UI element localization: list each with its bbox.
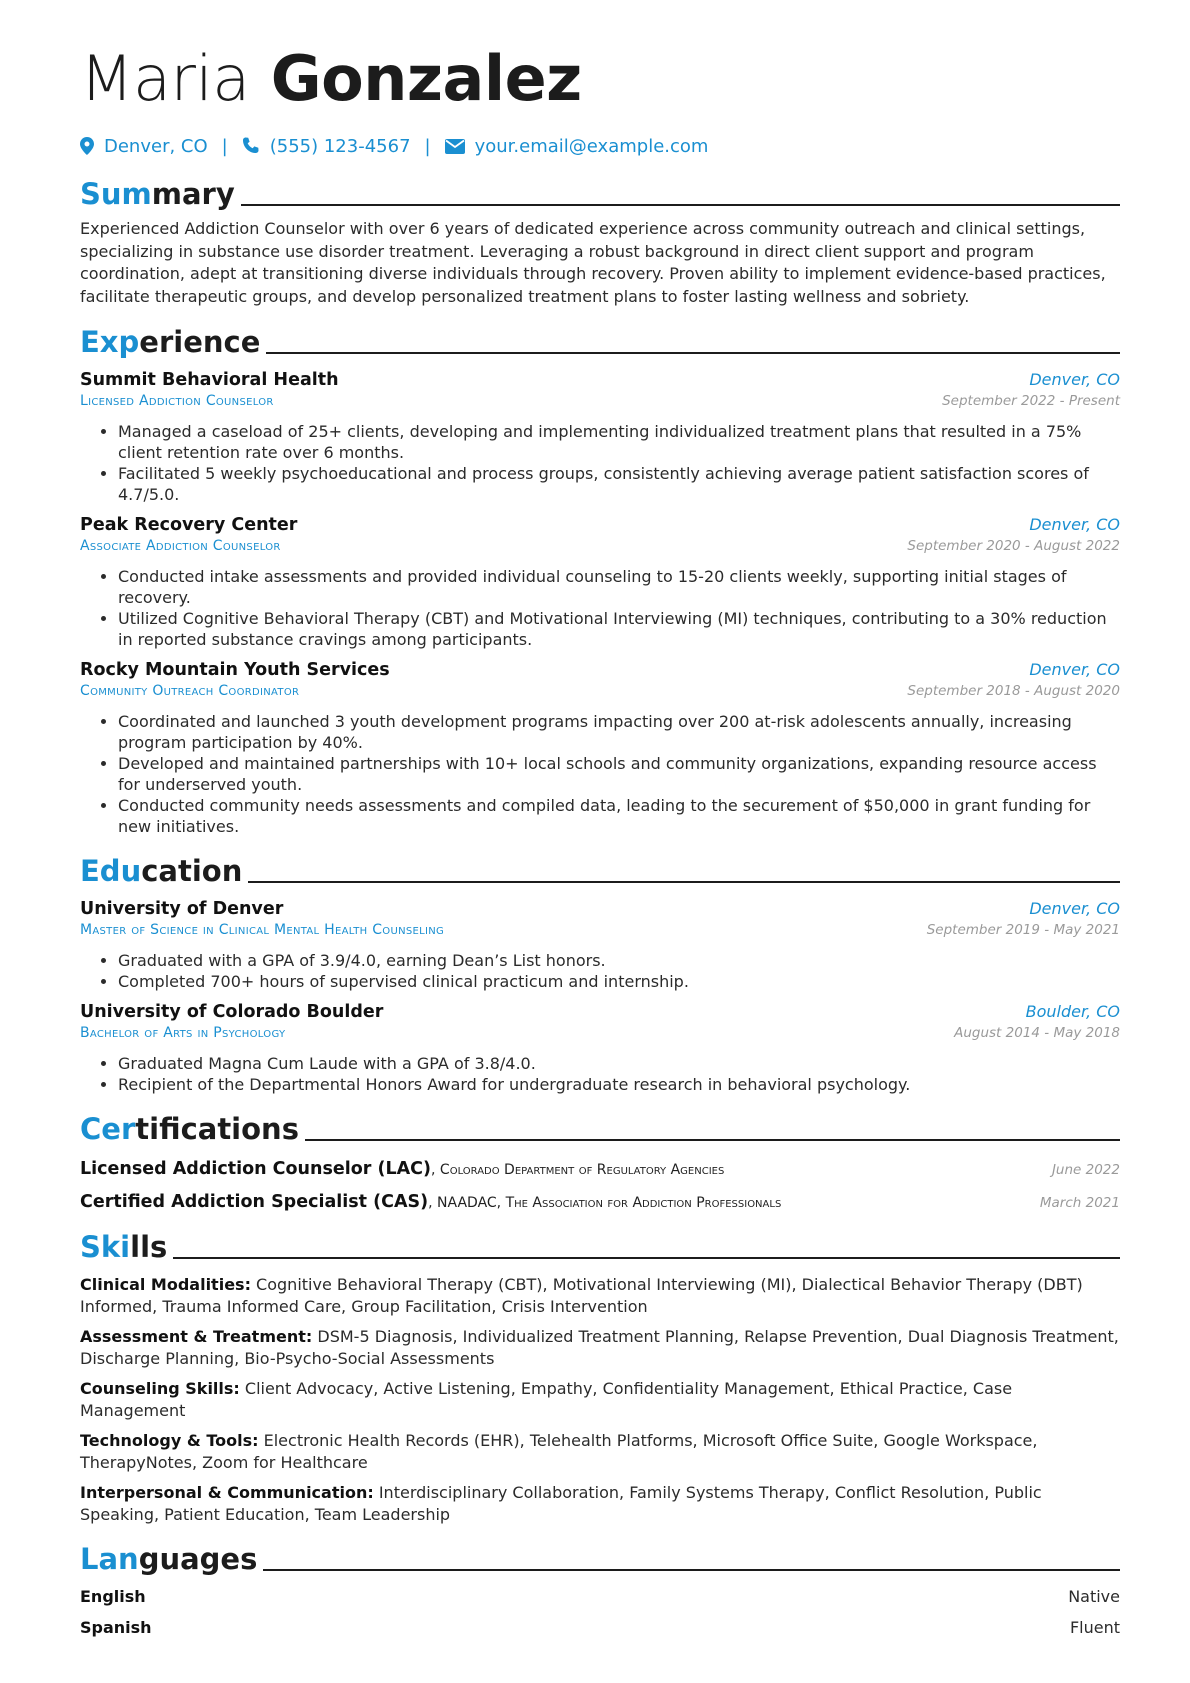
first-name: Maria [80,42,250,115]
certification-item [80,1188,1120,1217]
skill-label: Interpersonal & Communication: [80,1483,374,1502]
location-text: Denver, CO [104,135,208,157]
skill-list: DSM-5 Diagnosis, Individualized Treatment Planning, Relapse Prevention, Dual Diagnosis Treatment, Discharge Planning, Bio-Psycho-Social Assessments [80,1327,1119,1368]
education-heading: Education [80,849,1120,889]
experience-entry [80,658,1120,837]
entry-dates: September 2018 - August 2020 [907,683,1120,699]
section-rule [241,204,1120,206]
certification-date: June 2022 [1051,1162,1120,1178]
skill-label: Counseling Skills: [80,1379,240,1398]
entry-location: Denver, CO [1029,899,1120,918]
certification-name: Certified Addiction Specialist (CAS) [80,1192,429,1212]
skill-group [80,1378,1120,1421]
job-title: Associate Addiction Counselor [80,538,281,554]
language-name: Spanish [80,1618,152,1637]
bullet-item: • Recipient of the Departmental Honors Award for undergraduate research in behavioral psychology. [118,1074,1120,1095]
contact-separator: | [221,135,228,157]
section-rule [266,352,1120,354]
bullet-item: • Graduated Magna Cum Laude with a GPA of 3.8/4.0. [118,1053,1120,1074]
certifications-heading: Certifications [80,1107,1120,1147]
degree-title: Master of Science in Clinical Mental Health Counseling [80,922,445,938]
language-item [80,1586,1120,1608]
employer-name: Peak Recovery Center [80,515,298,535]
bullet-list [80,1053,1120,1095]
phone-icon [242,137,260,155]
skill-label: Assessment & Treatment: [80,1327,313,1346]
employer-name: Summit Behavioral Health [80,370,339,390]
summary-text: Experienced Addiction Counselor with over 6 years of dedicated experience across community outreach and clinical settings, specializing in substance use disorder treatment. Leveraging a robust background in direct client support and program coordination, adept at transitioning diverse individuals through recovery. Proven ability to implement evidence-based practices, facilitate therapeutic groups, and develop personalized treatment plans to foster lasting wellness and sobriety. [80,219,1106,306]
bullet-item: • Conducted community needs assessments and compiled data, leading to the securement of $50,000 in grant funding for new initiatives. [118,795,1120,837]
languages-heading: Languages [80,1537,1120,1577]
job-title: Community Outreach Coordinator [80,683,300,699]
skill-group [80,1326,1120,1369]
bullet-item: • Managed a caseload of 25+ clients, developing and implementing individualized treatment plans that resulted in a 75% client retention rate over 6 months. [118,421,1120,463]
bullet-list [80,711,1120,837]
bullet-item: • Graduated with a GPA of 3.9/4.0, earning Dean’s List honors. [118,950,1120,971]
last-name: Gonzalez [270,42,582,115]
section-rule [248,881,1120,883]
contact-phone[interactable] [242,136,411,157]
entry-location: Denver, CO [1029,370,1120,389]
bullet-item: • Conducted intake assessments and provided individual counseling to 15-20 clients weekly, supporting initial stages of recovery. [118,566,1120,608]
phone-text: (555) 123-4567 [269,135,411,157]
education-entry [80,897,1120,992]
bullet-list [80,421,1120,505]
certification-item [80,1155,1120,1184]
certification-name: Licensed Addiction Counselor (LAC) [80,1159,432,1179]
employer-name: Rocky Mountain Youth Services [80,660,390,680]
map-pin-icon [80,137,94,155]
skill-list: Client Advocacy, Active Listening, Empathy, Confidentiality Management, Ethical Practice, Case Management [80,1379,1013,1420]
email-link[interactable]: your.email@example.com [474,135,709,157]
skill-list: Cognitive Behavioral Therapy (CBT), Motivational Interviewing (MI), Dialectical Behavior Therapy (DBT) Informed, Trauma Informed Care, Group Facilitation, Crisis Intervention [80,1275,1083,1316]
experience-entry [80,513,1120,650]
candidate-name [80,40,1120,118]
language-level: Native [1068,1587,1120,1606]
section-rule [173,1257,1120,1259]
school-name: University of Denver [80,899,284,919]
entry-dates: September 2019 - May 2021 [926,922,1120,938]
section-rule [263,1569,1120,1571]
entry-location: Denver, CO [1029,515,1120,534]
skill-list: Interdisciplinary Collaboration, Family Systems Therapy, Conflict Resolution, Public Speaking, Patient Education, Team Leadership [80,1483,1042,1524]
skill-label: Clinical Modalities: [80,1275,251,1294]
entry-location: Denver, CO [1029,660,1120,679]
bullet-list [80,566,1120,650]
job-title: Licensed Addiction Counselor [80,393,274,409]
skill-group [80,1482,1120,1525]
bullet-item: • Developed and maintained partnerships with 10+ local schools and community organizations, expanding resource access for underserved youth. [118,753,1120,795]
language-name: English [80,1587,146,1606]
entry-dates: September 2020 - August 2022 [907,538,1120,554]
certification-issuer: , NAADAC, The Association for Addiction Professionals [428,1195,782,1211]
contact-location [80,136,208,157]
skill-label: Technology & Tools: [80,1431,259,1450]
bullet-item: • Coordinated and launched 3 youth development programs impacting over 200 at-risk adolescents annually, increasing program participation by 40%. [118,711,1120,753]
language-item [80,1617,1120,1639]
school-name: University of Colorado Boulder [80,1002,384,1022]
entry-dates: September 2022 - Present [942,393,1120,409]
certification-date: March 2021 [1039,1195,1120,1211]
contact-email[interactable] [445,136,709,157]
bullet-item: • Completed 700+ hours of supervised clinical practicum and internship. [118,971,1120,992]
language-level: Fluent [1069,1618,1120,1637]
experience-heading: Experience [80,320,1120,360]
skill-group [80,1274,1120,1317]
education-entry [80,1000,1120,1095]
section-rule [305,1139,1120,1141]
bullet-item: • Utilized Cognitive Behavioral Therapy (CBT) and Motivational Interviewing (MI) techniques, contributing to a 30% reduction in reported substance cravings among participants. [118,608,1120,650]
experience-entry [80,368,1120,505]
skills-heading: Skills [80,1225,1120,1265]
bullet-list [80,950,1120,992]
certification-issuer: , Colorado Department of Regulatory Agencies [431,1162,725,1178]
contact-separator: | [424,135,431,157]
bullet-item: • Facilitated 5 weekly psychoeducational and process groups, consistently achieving average patient satisfaction scores of 4.7/5.0. [118,463,1120,505]
entry-dates: August 2014 - May 2018 [954,1025,1120,1041]
summary-heading: Summary [80,172,1120,212]
contact-line [80,132,1120,160]
skill-list: Electronic Health Records (EHR), Telehealth Platforms, Microsoft Office Suite, Google Workspace, TherapyNotes, Zoom for Healthcare [80,1431,1038,1472]
envelope-icon [445,139,465,154]
degree-title: Bachelor of Arts in Psychology [80,1025,286,1041]
skill-group [80,1430,1120,1473]
entry-location: Boulder, CO [1025,1002,1120,1021]
